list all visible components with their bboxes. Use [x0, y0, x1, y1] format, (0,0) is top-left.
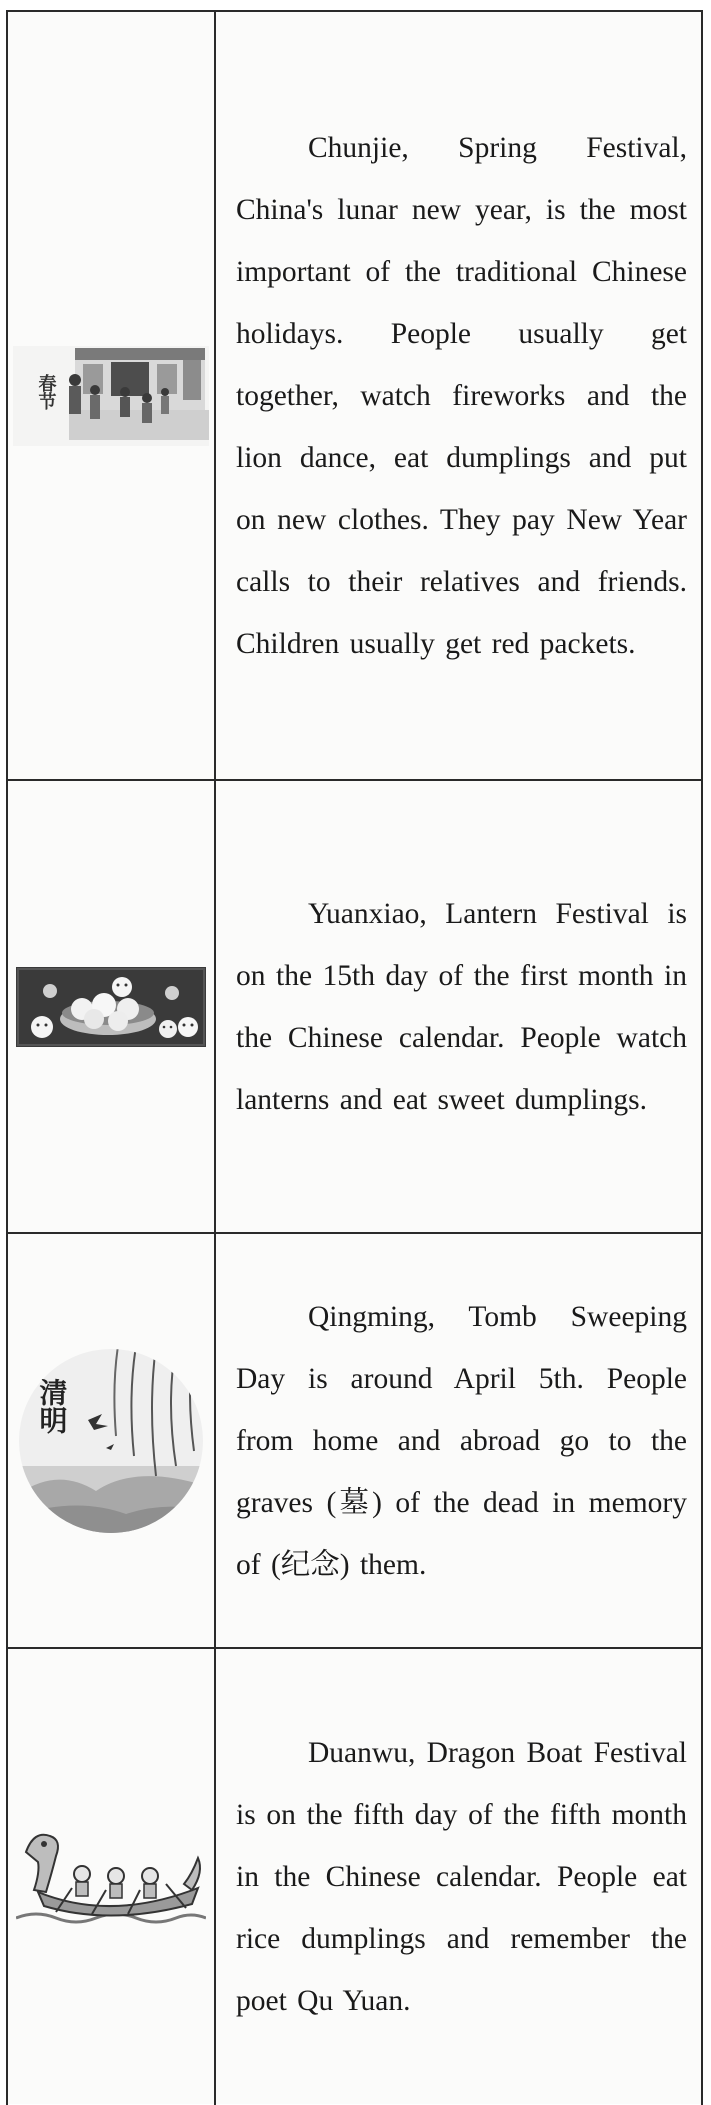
image-cell: [7, 11, 215, 780]
image-cell: [7, 1648, 215, 2105]
text-cell: [215, 780, 702, 1233]
festival-sheet: [6, 10, 701, 2104]
festival-description: Qingming, Tomb Sweeping Day is around April 5th. People from home and abroad go to the graves (墓) of the dead in memory of (纪念) them.: [236, 1300, 687, 1581]
lantern-festival-picture: [16, 967, 206, 1047]
text-cell: [215, 1233, 702, 1648]
image-cell: [7, 1233, 215, 1648]
table-row: [7, 780, 702, 1233]
spring-festival-picture: [13, 346, 209, 446]
image-cell: [7, 780, 215, 1233]
dragon-boat-picture: [16, 1822, 206, 1932]
text-cell: [215, 1648, 702, 2105]
festival-description: Yuanxiao, Lantern Festival is on the 15th day of the first month in the Chinese calendar. People watch lanterns and eat sweet dumplings.: [236, 897, 687, 1116]
festival-description: Chunjie, Spring Festival, China's lunar new year, is the most important of the traditional Chinese holidays. People usually get together, watch fireworks and the lion dance, eat dumplings and put on new clothes. They pay New Year calls to their relatives and friends. Children usually get red packets.: [236, 131, 687, 660]
festival-table: [6, 10, 703, 2105]
table-row: [7, 11, 702, 780]
qingming-sign-text: 清明: [35, 1377, 69, 1434]
qingming-picture: [16, 1346, 206, 1536]
festival-description: Duanwu, Dragon Boat Festival is on the fifth day of the fifth month in the Chinese calendar. People eat rice dumplings and remember the poet Qu Yuan.: [236, 1737, 687, 2017]
table-row: [7, 1233, 702, 1648]
spring-festival-sign-text: 春节: [35, 373, 57, 410]
table-row: [7, 1648, 702, 2105]
text-cell: [215, 11, 702, 780]
